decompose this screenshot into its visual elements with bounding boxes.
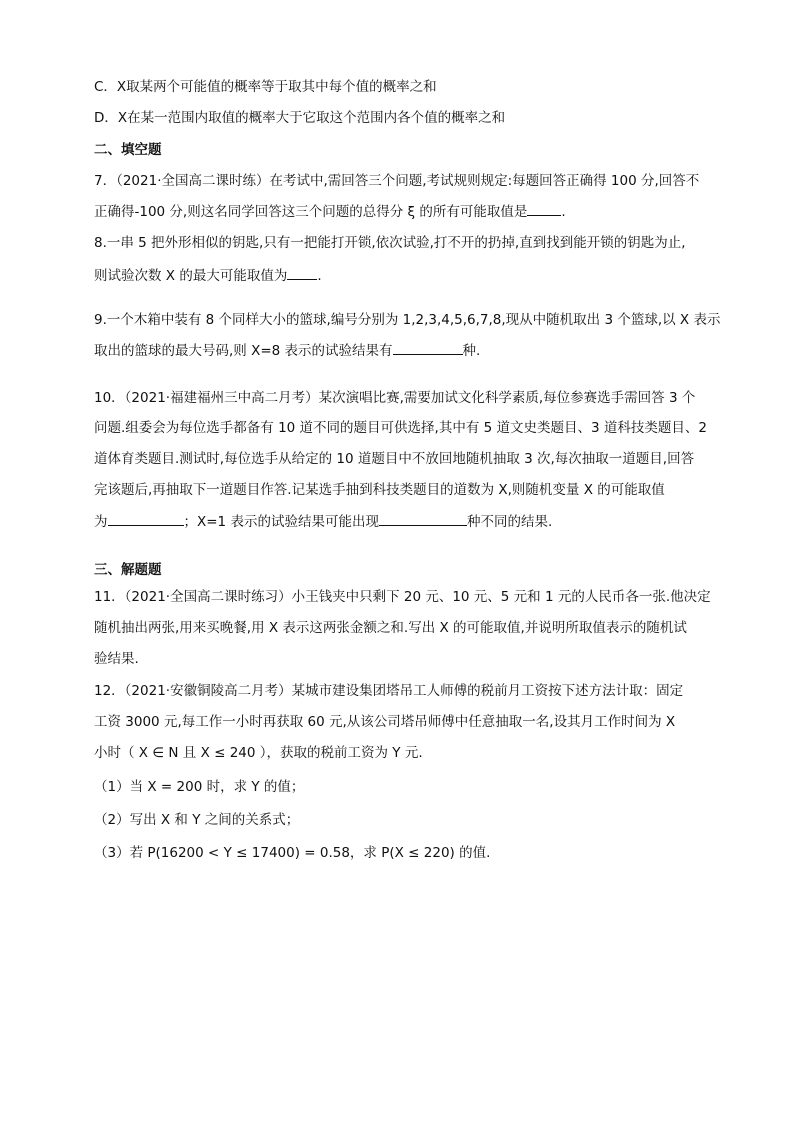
question-10-line-4: 完该题后,再抽取下一道题目作答.记某选手抽到科技类题目的道数为 X,则随机变量 X 的可能取值	[94, 482, 665, 498]
question-10-line-1: 10．（2021·福建福州三中高二月考）某次演唱比赛,需要加试文化科学素质,每位参赛选手需回答 3 个	[94, 390, 696, 406]
question-10-line-3: 道体育类题目.测试时,每位选手从给定的 10 道题目中不放回地随机抽取 3 次,每次抽取一道题目,回答	[94, 451, 695, 467]
answer-blank	[287, 265, 317, 280]
question-10-line-2: 问题.组委会为每位选手都备有 10 道不同的题目可供选择,其中有 5 道文史类题目、3 道科技类题目、2	[94, 420, 707, 436]
answer-blank	[393, 340, 463, 355]
question-8-text: 则试验次数 X 的最大可能取值为	[94, 268, 288, 284]
section-2-title: 二、填空题	[94, 142, 162, 158]
question-9-line-1: 9.一个木箱中装有 8 个同样大小的篮球,编号分别为 1,2,3,4,5,6,7,8,现从中随机取出 3 个篮球,以 X 表示	[94, 312, 721, 328]
question-10-text-a: 为	[94, 514, 108, 530]
question-10-text-b: ；X=1 表示的试验结果可能出现	[183, 514, 379, 530]
question-7-line-2	[94, 201, 566, 222]
question-8-end: .	[317, 268, 322, 284]
question-7-line-1: 7．（2021·全国高二课时练）在考试中,需回答三个问题,考试规则规定:每题回答正确得 100 分,回答不	[94, 173, 700, 189]
question-12-sub-3: （3）若 P(16200 < Y ≤ 17400) = 0.58，求 P(X ≤ 220) 的值.	[94, 845, 491, 861]
question-11-line-2: 随机抽出两张,用来买晚餐,用 X 表示这两张金额之和.写出 X 的可能取值,并说明所取值表示的随机试	[94, 620, 687, 636]
question-12-line-3: 小时（ X ∈ N 且 X ≤ 240 ），获取的税前工资为 Y 元.	[94, 745, 423, 761]
question-9-end: 种.	[462, 343, 481, 359]
question-8-line-1: 8.一串 5 把外形相似的钥匙,只有一把能打开锁,依次试验,打不开的扔掉,直到找到能开锁的钥匙为止,	[94, 235, 686, 251]
option-c: C．X取某两个可能值的概率等于取其中每个值的概率之和	[94, 79, 437, 95]
question-12-line-1: 12．（2021·安徽铜陵高二月考）某城市建设集团塔吊工人师傅的税前月工资按下述方法计取：固定	[94, 683, 684, 699]
question-10-text-c: 种不同的结果.	[466, 514, 553, 530]
answer-blank	[527, 201, 561, 216]
question-10-line-5	[94, 511, 552, 532]
answer-blank	[108, 511, 184, 526]
question-8-line-2	[94, 265, 322, 286]
question-11-line-3: 验结果.	[94, 651, 139, 667]
question-12-sub-2: （2）写出 X 和 Y 之间的关系式；	[94, 812, 300, 828]
question-7-end: .	[561, 204, 566, 220]
option-d: D．X在某一范围内取值的概率大于它取这个范围内各个值的概率之和	[94, 110, 506, 126]
question-12-line-2: 工资 3000 元,每工作一小时再获取 60 元,从该公司塔吊师傅中任意抽取一名,设其月工作时间为 X	[94, 714, 676, 730]
section-3-title: 三、解题题	[94, 562, 162, 578]
question-7-text: 正确得-100 分,则这名同学回答这三个问题的总得分 ξ 的所有可能取值是	[94, 204, 528, 220]
answer-blank	[379, 511, 467, 526]
question-11-line-1: 11．（2021·全国高二课时练习）小王钱夹中只剩下 20 元、10 元、5 元和 1 元的人民币各一张.他决定	[94, 589, 711, 605]
question-12-sub-1: （1）当 X = 200 时，求 Y 的值；	[94, 779, 305, 795]
question-9-text: 取出的篮球的最大号码,则 X=8 表示的试验结果有	[94, 343, 393, 359]
question-9-line-2	[94, 340, 480, 361]
